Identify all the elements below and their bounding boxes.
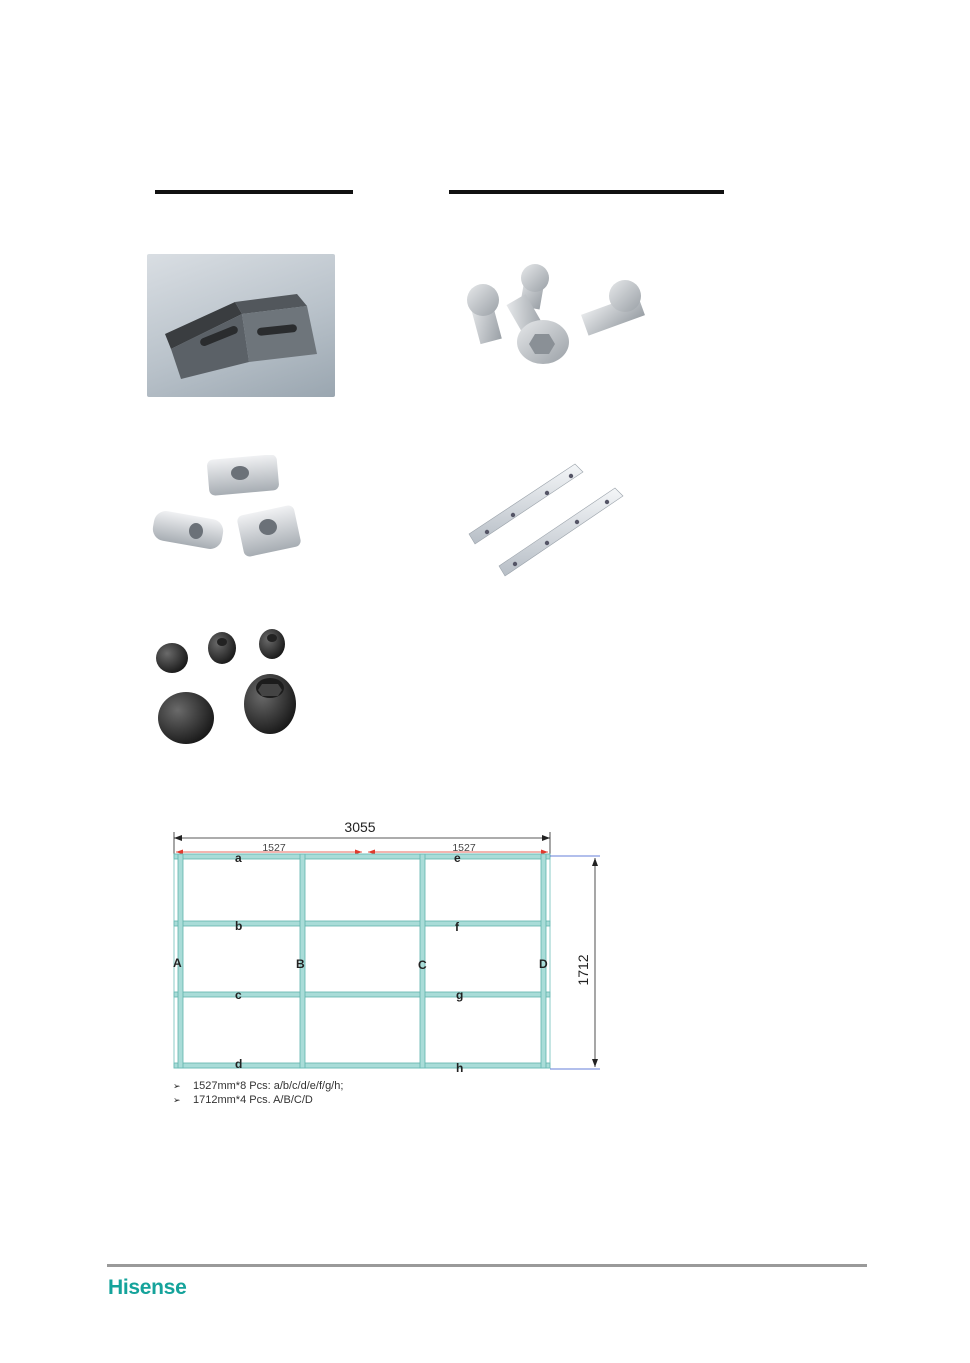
member-label-e: e — [454, 851, 461, 865]
header-rule-left — [155, 190, 353, 194]
corner-bracket-photo — [147, 254, 335, 397]
header-rule-right — [449, 190, 724, 194]
member-label-c: c — [235, 988, 242, 1002]
horizontal-members — [174, 854, 550, 1068]
member-label-f: f — [455, 920, 459, 934]
member-label-D: D — [539, 957, 548, 971]
arrow-bullet-icon: ➢ — [173, 1094, 181, 1105]
member-label-d: d — [235, 1057, 243, 1071]
vertical-members — [178, 854, 546, 1068]
straight-connector-plates-photo — [465, 458, 625, 580]
dimension-height-label: 1712 — [575, 954, 591, 986]
legend-item — [173, 1093, 533, 1107]
parts-legend — [173, 1079, 533, 1107]
set-screws-icon — [150, 622, 300, 752]
member-label-h: h — [456, 1061, 464, 1075]
t-nuts-photo — [148, 455, 308, 565]
bolts-icon — [455, 262, 655, 374]
legend-text: 1527mm*8 Pcs: a/b/c/d/e/f/g/h; — [193, 1080, 344, 1092]
socket-head-bolts-photo — [455, 262, 655, 374]
t-nuts-icon — [148, 455, 308, 565]
member-label-b: b — [235, 919, 243, 933]
member-label-A: A — [173, 956, 182, 970]
dimension-total-label: 3055 — [344, 819, 376, 835]
corner-bracket-icon — [147, 254, 335, 397]
frame-diagram — [150, 812, 620, 1077]
connector-plates-icon — [465, 458, 625, 580]
legend-text: 1712mm*4 Pcs. A/B/C/D — [193, 1094, 313, 1106]
footer-rule — [107, 1264, 867, 1267]
member-label-a: a — [235, 851, 242, 865]
member-label-g: g — [456, 988, 464, 1002]
dimension-left-half-label: 1527 — [262, 842, 286, 854]
dimension-right-half-label: 1527 — [452, 842, 476, 854]
member-label-C: C — [418, 958, 427, 972]
legend-item — [173, 1079, 533, 1093]
brand-logo: Hisense — [108, 1276, 187, 1299]
member-label-B: B — [296, 957, 305, 971]
set-screws-photo — [150, 622, 300, 752]
arrow-bullet-icon: ➢ — [173, 1080, 181, 1091]
frame-diagram-svg — [150, 812, 620, 1077]
